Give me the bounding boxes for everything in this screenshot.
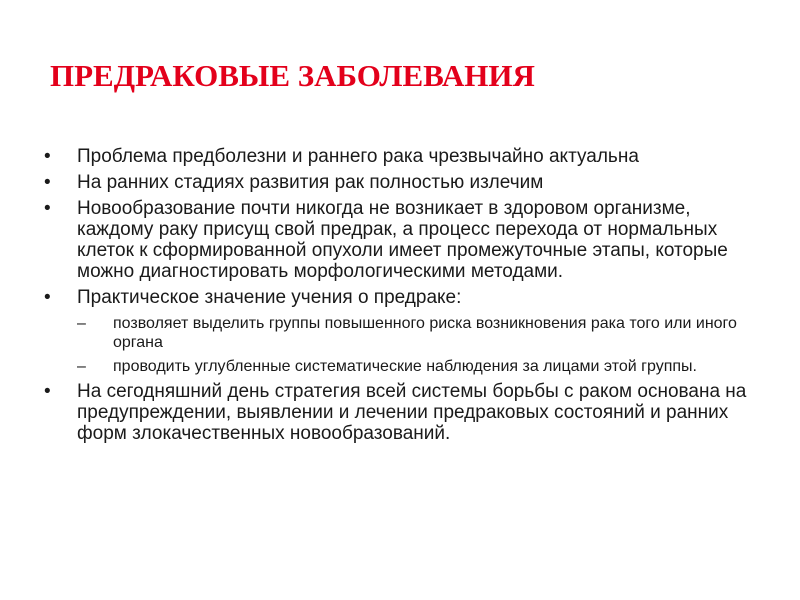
bullet-item [44,381,764,444]
slide-title: ПРЕДРАКОВЫЕ ЗАБОЛЕВАНИЯ [50,58,535,93]
bullet-text: На сегодняшний день стратегия всей системы борьбы с раком основана на предупреждении, выявлении и лечении предраковых состояний и ранних форм злокачественных новообразований. [77,381,747,444]
bullet-text: На ранних стадиях развития рак полностью излечим [77,172,544,193]
bullet-icon: • [44,172,51,193]
bullet-icon: • [44,381,51,402]
bullet-text: Проблема предболезни и раннего рака чрезвычайно актуальна [77,146,639,167]
bullet-icon: • [44,198,51,219]
bullet-item [44,198,764,282]
sub-bullet-text: позволяет выделить группы повышенного риска возникновения рака того или иного органа [113,315,737,351]
bullet-text: Практическое значение учения о предраке: [77,287,462,308]
bullet-item [44,172,764,193]
bullet-item [44,287,764,376]
sub-bullet-item [77,314,764,352]
bullet-item [44,146,764,167]
bullet-list [44,146,764,444]
slide-body [44,146,764,449]
dash-icon: – [77,315,86,332]
sub-bullet-item [77,357,764,376]
sub-bullet-text: проводить углубленные систематические наблюдения за лицами этой группы. [113,358,697,375]
sub-bullet-list [77,314,764,376]
dash-icon: – [77,358,86,375]
bullet-text: Новообразование почти никогда не возникает в здоровом организме, каждому раку присущ свой предрак, а процесс перехода от нормальных клеток к сформированной опухоли имеет промежуточные этапы, которые можно диагностировать морфологическими методами. [77,198,728,282]
bullet-icon: • [44,287,51,308]
bullet-icon: • [44,146,51,167]
